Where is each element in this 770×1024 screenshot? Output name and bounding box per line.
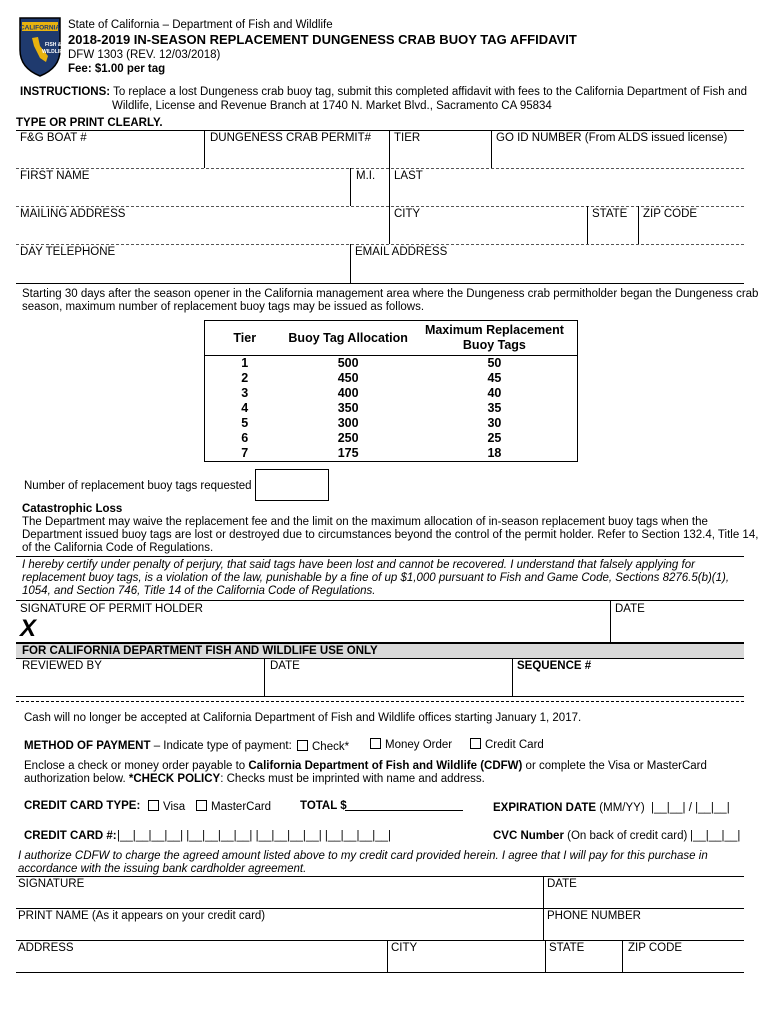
allocation-header: Buoy Tag Allocation [284, 321, 411, 356]
agency-name: State of California – Department of Fish and Wildlife [68, 19, 333, 31]
email-address-field[interactable]: EMAIL ADDRESS [355, 246, 448, 258]
catastrophic-title: Catastrophic Loss [22, 503, 123, 515]
cdfw-logo [18, 16, 66, 78]
total-label: TOTAL $ [300, 800, 347, 812]
credit-card-label: Credit Card [485, 739, 544, 751]
signature-x-mark: X [20, 615, 37, 642]
tier-field[interactable]: TIER [394, 132, 421, 144]
first-name-field[interactable]: FIRST NAME [20, 170, 90, 182]
zip-code-field[interactable]: ZIP CODE [643, 208, 698, 220]
tags-requested-label: Number of replacement buoy tags requested [24, 480, 252, 492]
max-replacement-cell: 50 [487, 356, 502, 370]
form-number: DFW 1303 (REV. 12/03/2018) [68, 49, 221, 61]
middle-initial-field[interactable]: M.I. [356, 170, 376, 182]
instructions-line2: Wildlife, License and Revenue Branch at 1740 N. Market Blvd., Sacramento CA 95834 [112, 100, 552, 112]
permit-holder-signature-field[interactable]: SIGNATURE OF PERMIT HOLDER [20, 603, 203, 615]
allocation-cell: 175 [337, 446, 359, 460]
max-replacement-header: Maximum Replacement Buoy Tags [412, 321, 578, 356]
card-type-label: CREDIT CARD TYPE: [24, 800, 141, 812]
tags-requested-input[interactable] [255, 469, 329, 501]
permit-number-field[interactable]: DUNGENESS CRAB PERMIT# [210, 132, 372, 144]
phone-number-field[interactable]: PHONE NUMBER [547, 910, 641, 922]
state-field[interactable]: STATE [592, 208, 628, 220]
cardholder-signature-field[interactable]: SIGNATURE [18, 878, 85, 890]
cvc-row [493, 830, 687, 842]
tier-cell: 2 [241, 371, 249, 385]
payment-method-row [24, 740, 292, 752]
instructions [20, 85, 760, 113]
day-telephone-field[interactable]: DAY TELEPHONE [20, 246, 116, 258]
payment-method-label: METHOD OF PAYMENT [24, 740, 151, 752]
payment-method-sub: – Indicate type of payment: [150, 740, 292, 752]
expiration-hint: (MM/YY) [599, 802, 645, 814]
tier-row [205, 401, 578, 416]
season-text: Starting 30 days after the season opener in the California management area where the Dungeness crab permitholder began the Dungeness crab season, maximum number of replacement buoy tags may be issued as follows. [22, 288, 759, 313]
max-replacement-cell: 35 [487, 401, 502, 415]
cash-notice: Cash will no longer be accepted at California Department of Fish and Wildlife offices starting January 1, 2017. [24, 712, 582, 724]
reviewed-by-field: REVIEWED BY [22, 660, 102, 672]
allocation-cell: 250 [337, 431, 359, 445]
card-type-row [24, 800, 140, 812]
check-checkbox[interactable] [297, 740, 308, 751]
tier-cell: 5 [241, 416, 249, 430]
card-number-label: CREDIT CARD #: [24, 830, 117, 842]
max-replacement-cell: 45 [487, 371, 502, 385]
allocation-cell: 450 [337, 371, 359, 385]
print-name-field[interactable]: PRINT NAME (As it appears on your credit card) [18, 910, 266, 922]
cvc-input[interactable]: |__|__|__| [690, 830, 741, 842]
mailing-address-field[interactable]: MAILING ADDRESS [20, 208, 126, 220]
allocation-cell: 500 [337, 356, 359, 370]
svg-text:CALIFORNIA: CALIFORNIA [19, 24, 61, 32]
money-order-label: Money Order [385, 739, 453, 751]
tier-row [205, 371, 578, 386]
last-name-field[interactable]: LAST [394, 170, 423, 182]
allocation-cell: 400 [337, 386, 359, 400]
max-replacement-cell: 25 [487, 431, 502, 445]
tier-cell: 6 [241, 431, 249, 445]
tier-cell: 4 [241, 401, 249, 415]
tier-header: Tier [205, 321, 285, 356]
money-order-checkbox[interactable] [370, 738, 381, 749]
office-date-field: DATE [270, 660, 300, 672]
visa-option[interactable] [148, 800, 185, 813]
cardholder-date-field[interactable]: DATE [547, 878, 577, 890]
tier-table [204, 320, 578, 462]
check-label: Check* [312, 741, 350, 753]
cvc-hint: (On back of credit card) [567, 830, 688, 842]
allocation-cell: 300 [337, 416, 359, 430]
svg-text:FISH &: FISH & [45, 42, 62, 48]
check-option[interactable] [297, 740, 349, 753]
money-order-option[interactable] [370, 738, 452, 751]
max-replacement-cell: 30 [487, 416, 502, 430]
cvc-label: CVC Number [493, 830, 564, 842]
tier-row [205, 356, 578, 372]
max-replacement-cell: 18 [487, 446, 502, 460]
city-field[interactable]: CITY [394, 208, 421, 220]
cardholder-state-field[interactable]: STATE [549, 942, 585, 954]
expiration-input[interactable]: |__|__| / |__|__| [651, 802, 730, 814]
catastrophic-text: The Department may waive the replacement fee and the limit on the maximum allocation of in-season replacement buoy tags when the Department issued buoy tags are lost or destroyed due to circumstances beyond the control of the permit holder. Refer to Section 132.4, Title 14, of the California Code of Regulations. [22, 516, 759, 554]
visa-label: Visa [163, 801, 186, 813]
mastercard-label: MasterCard [211, 801, 272, 813]
enclose-text: Enclose a check or money order payable to California Department of Fish and Wildlife (CDFW) or complete the Visa or MasterCard authorization below. *CHECK POLICY: Checks must be imprinted with name and address. [24, 760, 707, 785]
certification-text: I hereby certify under penalty of perjury, that said tags have been lost and cannot be recovered. I understand that falsely applying for replacement buoy tags, is a violation of the law, punishable by a fine of up $1,000 pursuant to Fish and Game Code, Sections 8276.5(b)(1), 1054, and Section 746, Title 14 of the California Code of Regulations. [22, 559, 730, 597]
tier-cell: 7 [241, 446, 249, 460]
instructions-label: INSTRUCTIONS: [20, 86, 111, 98]
instructions-line1: To replace a lost Dungeness crab buoy tag, submit this completed affidavit with fees to the California Department of Fish and [113, 86, 747, 98]
tier-row [205, 386, 578, 401]
allocation-cell: 350 [337, 401, 359, 415]
cardholder-city-field[interactable]: CITY [391, 942, 418, 954]
cardholder-address-field[interactable]: ADDRESS [18, 942, 74, 954]
cardholder-zip-field[interactable]: ZIP CODE [628, 942, 683, 954]
total-input[interactable] [345, 810, 463, 811]
authorization-text: I authorize CDFW to charge the agreed amount listed above to my credit card provided herein. I agree that I will pay for this purchase in accordance with the issuing bank cardholder agreement. [18, 850, 708, 875]
type-or-print: TYPE OR PRINT CLEARLY. [16, 117, 163, 129]
max-replacement-cell: 40 [487, 386, 502, 400]
visa-checkbox[interactable] [148, 800, 159, 811]
credit-card-option[interactable] [470, 738, 544, 751]
tier-cell: 3 [241, 386, 249, 400]
mastercard-checkbox[interactable] [196, 800, 207, 811]
tier-row [205, 416, 578, 431]
tier-cell: 1 [241, 356, 249, 370]
office-use-title: FOR CALIFORNIA DEPARTMENT FISH AND WILDLIFE USE ONLY [22, 645, 378, 657]
go-id-field[interactable]: GO ID NUMBER (From ALDS issued license) [496, 132, 728, 144]
sequence-number-field: SEQUENCE # [517, 660, 592, 672]
form-title: 2018-2019 IN-SEASON REPLACEMENT DUNGENESS CRAB BUOY TAG AFFIDAVIT [68, 32, 577, 47]
fee-text: Fee: $1.00 per tag [68, 63, 166, 75]
expiration-row [493, 802, 645, 814]
svg-text:WILDLIFE: WILDLIFE [42, 49, 66, 55]
tier-row [205, 431, 578, 446]
card-number-input[interactable]: |__|__|__|__| |__|__|__|__| |__|__|__|__| |__|__|__|__| [117, 830, 391, 842]
signature-date-field[interactable]: DATE [615, 603, 645, 615]
boat-number-field[interactable]: F&G BOAT # [20, 132, 87, 144]
mastercard-option[interactable] [196, 800, 271, 813]
credit-card-checkbox[interactable] [470, 738, 481, 749]
tier-row [205, 446, 578, 462]
expiration-label: EXPIRATION DATE [493, 802, 597, 814]
